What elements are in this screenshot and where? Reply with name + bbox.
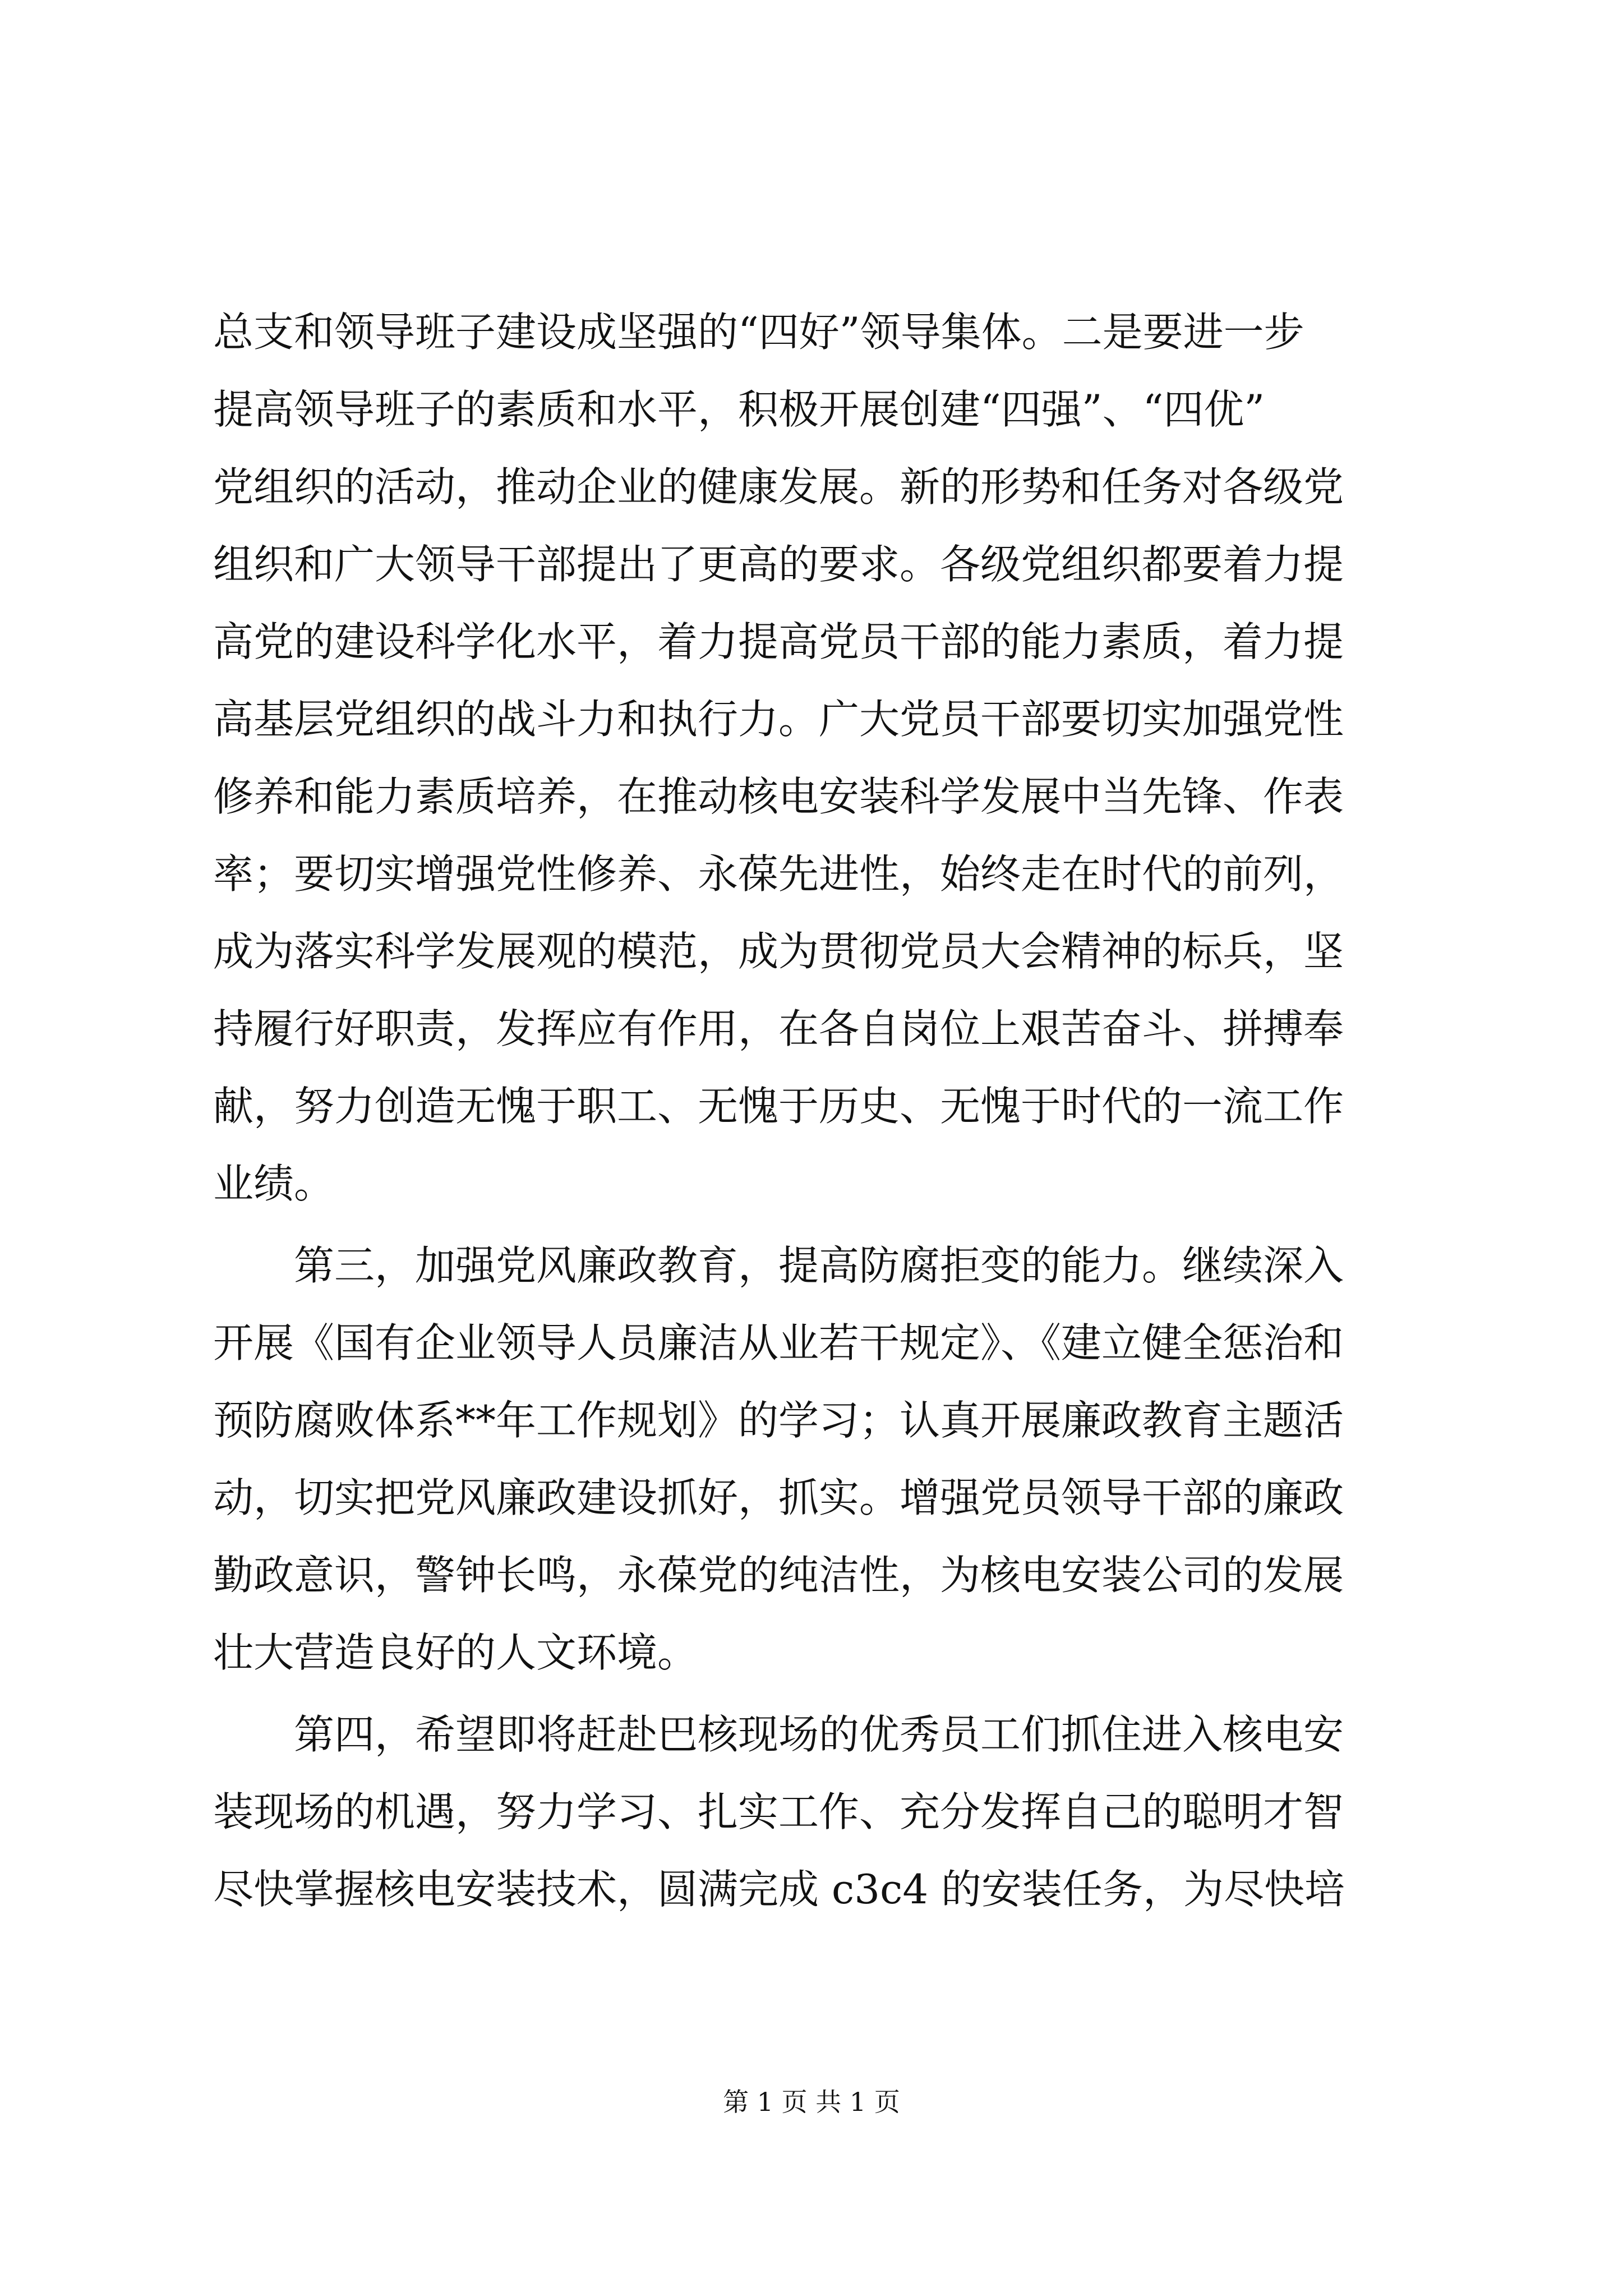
text-line-16: 动，切实把党风廉政建设抓好，抓实。增强党员领导干部的廉政: [213, 1474, 1344, 1521]
page-footer: 第 1 页 共 1 页: [723, 2087, 900, 2117]
text-line-18: 壮大营造良好的人文环境。: [213, 1629, 698, 1676]
text-line-20: 装现场的机遇，努力学习、扎实工作、充分发挥自己的聪明才智: [213, 1788, 1344, 1835]
text-line-7: 修养和能力素质培养，在推动核电安装科学发展中当先锋、作表: [213, 773, 1344, 820]
text-line-5: 高党的建设科学化水平，着力提高党员干部的能力素质，着力提: [213, 618, 1344, 665]
text-line-15: 预防腐败体系**年工作规划》的学习；认真开展廉政教育主题活: [213, 1397, 1344, 1444]
text-line-3: 党组织的活动，推动企业的健康发展。新的形势和任务对各级党: [213, 463, 1344, 510]
text-line-8: 率；要切实增强党性修养、永葆先进性，始终走在时代的前列，: [213, 850, 1344, 898]
text-line-11: 献，努力创造无愧于职工、无愧于历史、无愧于时代的一流工作: [213, 1083, 1344, 1130]
text-line-10: 持履行好职责，发挥应有作用，在各自岗位上艰苦奋斗、拼搏奉: [213, 1005, 1344, 1052]
text-line-19: 第四，希望即将赶赴巴核现场的优秀员工们抓住进入核电安: [213, 1711, 1344, 1758]
text-line-6: 高基层党组织的战斗力和执行力。广大党员干部要切实加强党性: [213, 696, 1344, 743]
text-line-1: 总支和领导班子建设成坚强的“四好”领导集体。二是要进一步: [213, 309, 1304, 356]
text-line-9: 成为落实科学发展观的模范，成为贯彻党员大会精神的标兵，坚: [213, 928, 1344, 975]
text-line-14: 开展《国有企业领导人员廉洁从业若干规定》、《建立健全惩治和: [213, 1319, 1344, 1366]
text-line-13: 第三，加强党风廉政教育，提高防腐拒变的能力。继续深入: [213, 1242, 1344, 1289]
text-line-2: 提高领导班子的素质和水平，积极开展创建“四强”、“四优”: [213, 386, 1265, 433]
text-line-21: 尽快掌握核电安装技术，圆满完成 c3c4 的安装任务，为尽快培: [213, 1866, 1345, 1913]
text-line-17: 勤政意识，警钟长鸣，永葆党的纯洁性，为核电安装公司的发展: [213, 1552, 1344, 1599]
text-line-4: 组织和广大领导干部提出了更高的要求。各级党组织都要着力提: [213, 541, 1344, 588]
text-line-12: 业绩。: [213, 1160, 335, 1207]
